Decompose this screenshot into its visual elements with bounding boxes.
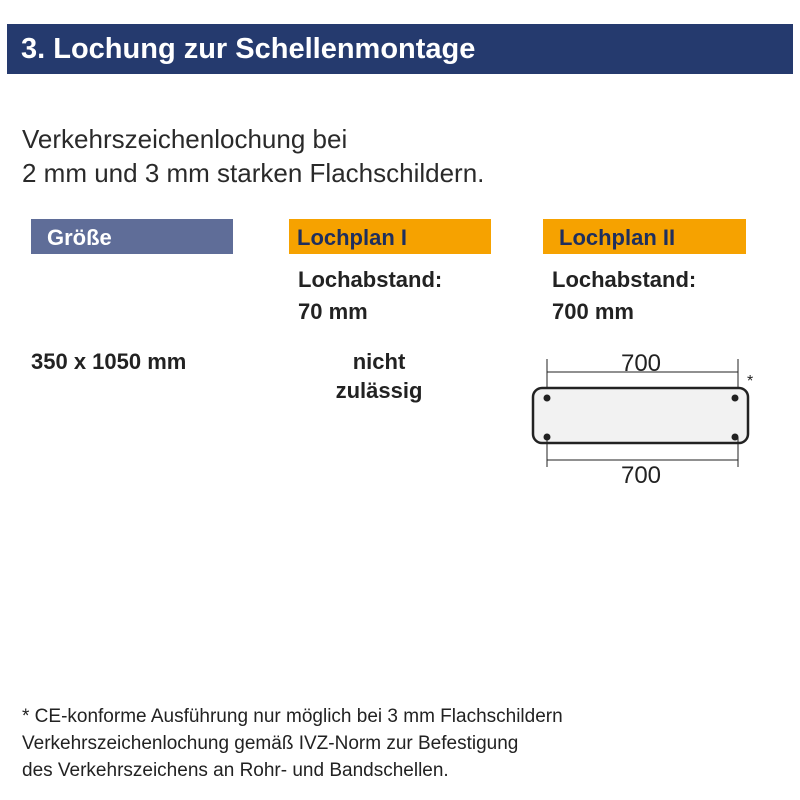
intro-line-2: 2 mm und 3 mm starken Flachschildern. (22, 158, 485, 188)
page-title: 3. Lochung zur Schellenmontage (7, 24, 793, 74)
hole-top-left (544, 395, 551, 402)
hole-top-right (732, 395, 739, 402)
ce-asterisk: * (747, 373, 754, 390)
intro-line-1: Verkehrszeichenlochung bei (22, 124, 348, 154)
footnote-line-1: * CE-konforme Ausführung nur möglich bei 3 mm Flachschildern (22, 706, 563, 727)
plan-1-spacing (298, 264, 442, 328)
hole-plan-diagram (520, 345, 765, 490)
plan-2-spacing (552, 264, 696, 328)
column-header-size: Größe (31, 219, 233, 254)
hole-bottom-right (732, 434, 739, 441)
plan-1-status-line-1: nicht (352, 349, 406, 374)
footnote-line-3: des Verkehrszeichens an Rohr- und Bandschellen. (22, 760, 449, 781)
plan-1-spacing-value: 70 mm (298, 299, 368, 324)
footnote-line-2: Verkehrszeichenlochung gemäß IVZ-Norm zur Befestigung (22, 733, 519, 754)
column-header-plan-1: Lochplan I (289, 219, 491, 254)
sign-plate (533, 388, 748, 443)
plan-1-spacing-label: Lochabstand: (298, 267, 443, 292)
bottom-dimension-label: 700 (620, 462, 662, 489)
plan-2-spacing-label: Lochabstand: (552, 267, 697, 292)
footnote (22, 703, 563, 784)
plan-1-status-line-2: zulässig (335, 378, 423, 403)
sign-size: 350 x 1050 mm (31, 349, 187, 374)
intro-text (22, 122, 484, 190)
top-dimension-label: 700 (620, 350, 662, 377)
plan-1-status (314, 347, 444, 405)
column-header-plan-2: Lochplan II (543, 219, 746, 254)
plan-2-spacing-value: 700 mm (552, 299, 634, 324)
